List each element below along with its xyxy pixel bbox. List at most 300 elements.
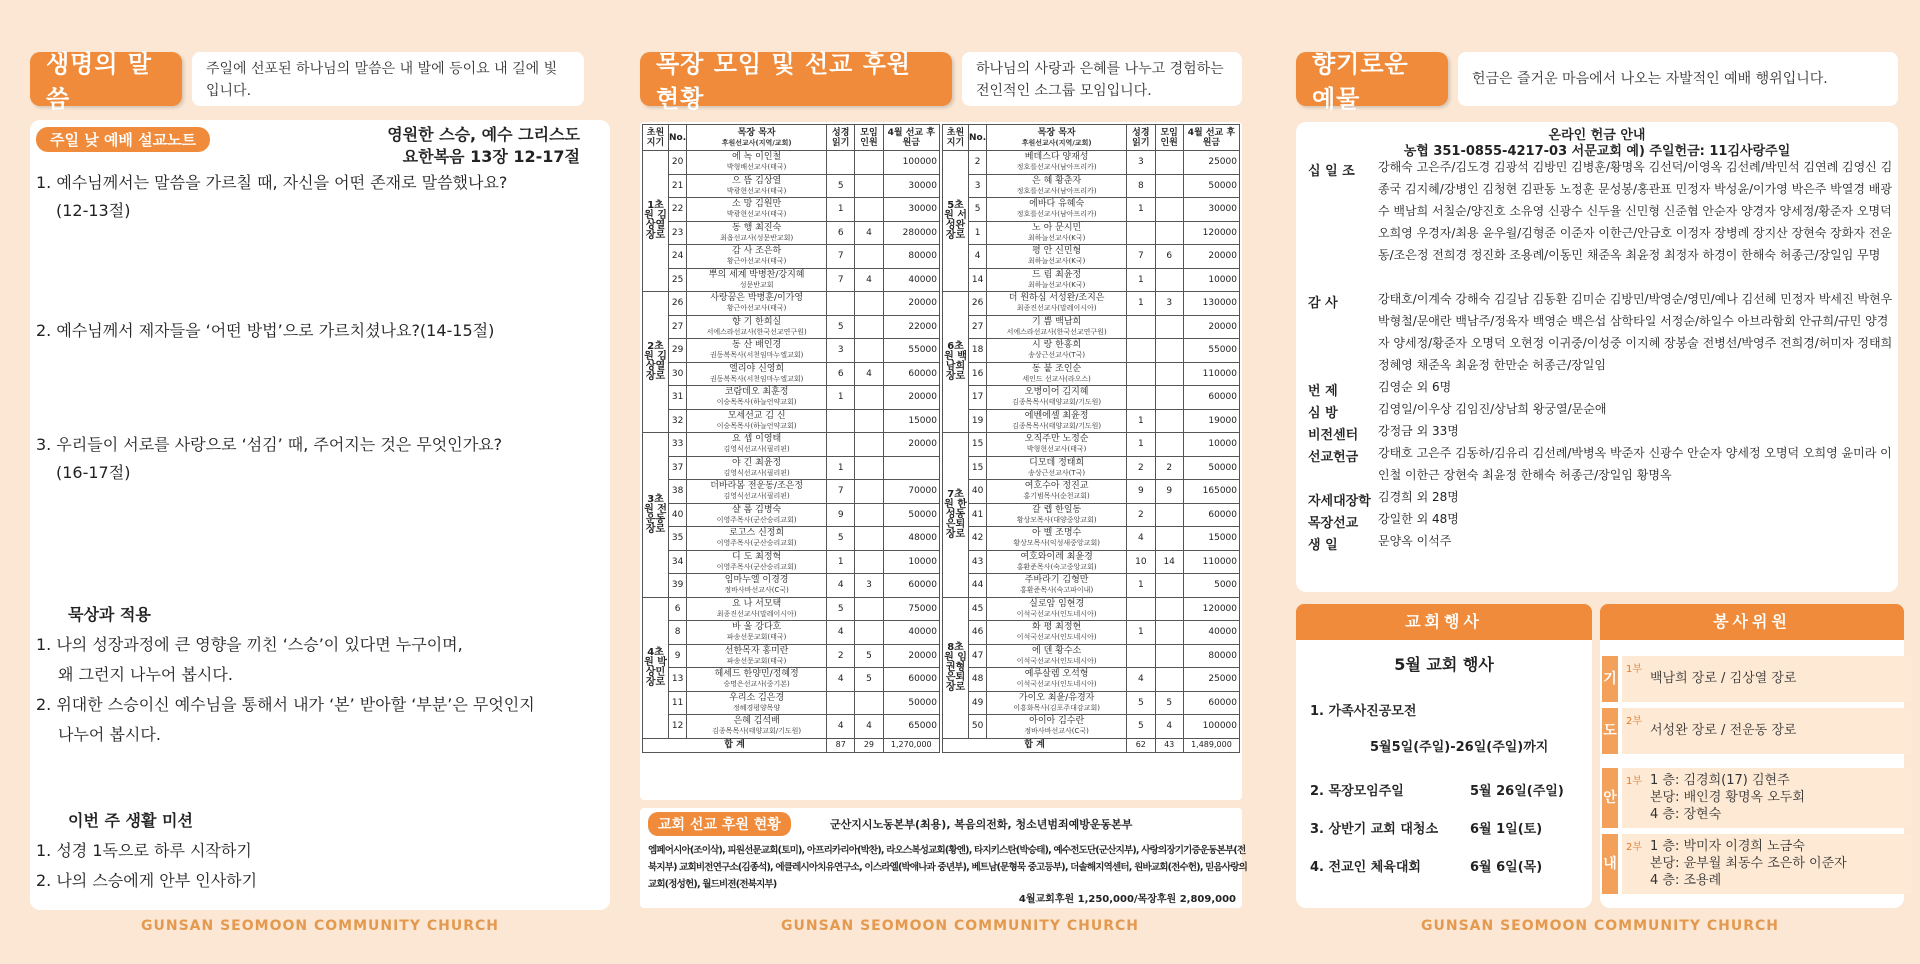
- table-row: [943, 245, 1240, 269]
- row-reading: 4: [1127, 527, 1155, 551]
- row-offering: 110000: [1183, 550, 1239, 574]
- table-row: [943, 527, 1240, 551]
- row-reading: 1: [827, 550, 855, 574]
- row-no: 45: [969, 597, 987, 621]
- row-cell-name: [687, 480, 827, 504]
- row-reading: 4: [827, 668, 855, 692]
- row-offering: 20000: [883, 644, 939, 668]
- table-row: [943, 221, 1240, 245]
- cell-missionary: 이석국선교사(인도네시아): [1016, 680, 1097, 689]
- service-names: 서성완 장로 / 전운동 장로: [1650, 723, 1797, 738]
- row-cell-name: [687, 456, 827, 480]
- row-cell-name: [687, 362, 827, 386]
- row-offering: 30000: [1183, 198, 1239, 222]
- row-offering: 15000: [883, 409, 939, 433]
- row-offering: 25000: [1183, 151, 1239, 175]
- cell-missionary: 박광현선교사(태국): [726, 186, 787, 195]
- cell-leader: 오병이어 김지혜: [1024, 387, 1089, 398]
- service-num: 2부: [1626, 716, 1643, 727]
- cell-missionary: 파송선문교회(태국): [726, 656, 787, 665]
- cell-tab: 목장 모임 및 선교 후원 현황: [640, 52, 952, 106]
- row-no: 26: [669, 292, 687, 316]
- row-offering: 20000: [883, 433, 939, 457]
- row-reading: 5: [1127, 715, 1155, 739]
- table-row: [643, 151, 940, 175]
- offering-label: 심 방: [1308, 406, 1338, 421]
- row-reading: [1127, 597, 1155, 621]
- cell-missionary: 승명은선교사(중기본): [723, 680, 790, 689]
- cell-leader: 베데스다 양재성: [1024, 152, 1089, 163]
- row-reading: 3: [1127, 151, 1155, 175]
- cell-missionary: 황근아선교사(태국): [726, 257, 787, 266]
- cell-leader: 오직주만 노정순: [1024, 434, 1089, 445]
- row-offering: 110000: [1183, 362, 1239, 386]
- head-name-sub: 후원선교사(지역/교회): [721, 138, 792, 147]
- cell-missionary: 최종진선교사(말레이시아): [1016, 304, 1097, 313]
- service-row: [1622, 708, 1912, 754]
- offering-names: 강태호 고은주 김동하/김유리 김선례/박병옥 박준자 신광수 안순자 양세정 오명덕 오희영 윤미라 이인철 이한근 장현숙 최윤정 한해숙 허종근/장일임 황명옥: [1378, 446, 1892, 482]
- cell-leader: 에바다 유혜숙: [1029, 199, 1085, 210]
- cell-missionary: 홍환준목사(숙고파이내): [1020, 586, 1094, 595]
- row-offering: 70000: [883, 480, 939, 504]
- mission-support-tab: 교회 선교 후원 현황: [648, 812, 791, 836]
- table-row: [643, 480, 940, 504]
- cell-leader: 로고스 신정희: [729, 528, 785, 539]
- cell-missionary: 홍환준목사(숙고중앙교회): [1016, 562, 1097, 571]
- row-cell-name: [687, 433, 827, 457]
- row-no: 15: [969, 456, 987, 480]
- table-row: [643, 597, 940, 621]
- row-no: 20: [669, 151, 687, 175]
- cell-missionary: 김영식선교사(필리핀): [723, 445, 790, 454]
- row-offering: 55000: [883, 339, 939, 363]
- group-label: 6초원 백남희장로: [943, 292, 969, 433]
- service-row: [1622, 768, 1912, 828]
- row-reading: 1: [1127, 574, 1155, 598]
- table-row: [643, 574, 940, 598]
- row-cell-name: [687, 527, 827, 551]
- row-no: 46: [969, 621, 987, 645]
- row-reading: 7: [827, 245, 855, 269]
- service-names: 1 층: 박미자 이경희 노금숙 본당: 윤부월 최동수 조은하 이준자 4 층: 조용례: [1650, 839, 1847, 888]
- cell-missionary: 이석국선교사(인도네시아): [1016, 656, 1097, 665]
- row-attend: [1155, 409, 1183, 433]
- row-no: 27: [669, 315, 687, 339]
- cell-missionary: 박형배선교사(태국): [726, 163, 787, 172]
- row-attend: [1155, 198, 1183, 222]
- row-offering: 40000: [883, 621, 939, 645]
- row-reading: 1: [1127, 433, 1155, 457]
- row-cell-name: [987, 409, 1127, 433]
- row-attend: [1155, 151, 1183, 175]
- row-no: 42: [969, 527, 987, 551]
- table-row: [643, 386, 940, 410]
- table-row: [643, 715, 940, 739]
- cell-leader: 기 쁨 백남희: [1032, 316, 1082, 327]
- cell-leader: 에 녹 이인철: [732, 152, 782, 163]
- table-row: [643, 268, 940, 292]
- cell-missionary: 김종목목사(태양교회/기도원): [712, 727, 802, 736]
- cell-missionary: 이영주목사(군산승리교회): [716, 515, 797, 524]
- cell-leader: 갈 렙 한일동: [1032, 504, 1082, 515]
- row-no: 39: [669, 574, 687, 598]
- row-offering: 30000: [883, 174, 939, 198]
- row-reading: 5: [1127, 691, 1155, 715]
- sermon-title: [300, 124, 580, 168]
- row-reading: [827, 691, 855, 715]
- cell-leader: 화 평 최정현: [1032, 622, 1082, 633]
- cell-leader: 아이아 김수란: [1029, 716, 1085, 727]
- event-date: 5월 26일(주일): [1470, 784, 1564, 799]
- total-value: 87: [827, 738, 855, 752]
- cell-missionary: 이흥화목사(김포주대감교회): [1013, 703, 1100, 712]
- cell-leader: 더바라봄 전운동/조은정: [710, 481, 804, 492]
- group-label: 3초원 전운동장로: [643, 433, 669, 598]
- meditation-2b: 나누어 봅시다.: [58, 725, 161, 744]
- row-no: 49: [969, 691, 987, 715]
- question-3: 3. 우리들이 서로를 사랑으로 ‘섬김’ 때, 주어지는 것은 무엇인가요?: [36, 435, 503, 454]
- row-attend: [855, 550, 883, 574]
- row-no: 29: [669, 339, 687, 363]
- row-no: 38: [669, 480, 687, 504]
- head-offering: 4월 선교 후원금: [1183, 125, 1239, 151]
- cell-leader: 감 사 조은하: [732, 246, 782, 257]
- row-reading: 5: [827, 174, 855, 198]
- table-row: [643, 691, 940, 715]
- row-offering: 60000: [1183, 386, 1239, 410]
- service-side: 내: [1602, 834, 1618, 894]
- row-attend: [855, 480, 883, 504]
- offering-label: 번 제: [1308, 384, 1338, 399]
- row-reading: 2: [1127, 456, 1155, 480]
- cell-missionary: 서에스라선교사(한국선교연구원): [1006, 327, 1107, 336]
- row-offering: 25000: [1183, 668, 1239, 692]
- row-no: 14: [969, 268, 987, 292]
- mission-1: 1. 성경 1독으로 하루 시작하기: [36, 841, 252, 860]
- event-name: 2. 목장모임주일: [1310, 784, 1404, 799]
- row-cell-name: [987, 315, 1127, 339]
- row-attend: [1155, 221, 1183, 245]
- cell-missionary: 정호를선교사(남아프리카): [1016, 163, 1097, 172]
- row-attend: [855, 339, 883, 363]
- table-row: [943, 339, 1240, 363]
- cell-missionary: 성문반교회: [739, 280, 774, 289]
- row-offering: 100000: [883, 151, 939, 175]
- event-date: 6월 6일(목): [1470, 860, 1543, 875]
- row-offering: 20000: [1183, 245, 1239, 269]
- mission-title: 이번 주 생활 미션: [68, 811, 193, 830]
- row-cell-name: [987, 221, 1127, 245]
- cell-leader: 소 망 김원만: [732, 199, 782, 210]
- row-cell-name: [687, 668, 827, 692]
- row-attend: 5: [1155, 691, 1183, 715]
- row-no: 44: [969, 574, 987, 598]
- head-name-main: 목장 목자: [1037, 127, 1076, 138]
- event-name: 4. 전교인 체육대회: [1310, 860, 1421, 875]
- cell-missionary: 이석국선교사(인도네시아): [1016, 633, 1097, 642]
- cell-missionary: 이영주목사(군산승리교회): [716, 539, 797, 548]
- group-label: 1초원 김상열장로: [643, 151, 669, 292]
- row-reading: 4: [827, 715, 855, 739]
- cell-leader: 바 울 강다호: [732, 622, 782, 633]
- row-cell-name: [987, 386, 1127, 410]
- question-2: 2. 예수님께서 제자들을 ‘어떤 방법’으로 가르치셨나요?(14-15절): [36, 321, 495, 340]
- table-row: [643, 527, 940, 551]
- row-cell-name: [987, 527, 1127, 551]
- row-offering: 19000: [1183, 409, 1239, 433]
- row-attend: [855, 245, 883, 269]
- row-no: 47: [969, 644, 987, 668]
- row-cell-name: [987, 268, 1127, 292]
- row-attend: [855, 198, 883, 222]
- cell-missionary: 홍기범목사(순천교회): [1023, 492, 1090, 501]
- cell-leader: 더 원하심 서성완/조지은: [1008, 293, 1105, 304]
- table-row: [643, 550, 940, 574]
- cell-leader: 시 랑 한홍희: [1032, 340, 1082, 351]
- cell-leader: 여호수아 정진교: [1024, 481, 1089, 492]
- row-offering: 75000: [883, 597, 939, 621]
- cell-missionary: 최종진선교사(말레이시아): [716, 609, 797, 618]
- sermon-note-tab: 주일 낮 예배 설교노트: [36, 127, 210, 152]
- head-name: [987, 125, 1127, 151]
- head-no: No.: [969, 125, 987, 151]
- table-row: [643, 621, 940, 645]
- row-cell-name: [987, 245, 1127, 269]
- cell-intro: 하나님의 사랑과 은혜를 나누고 경험하는 전인적인 소그룹 모임입니다.: [962, 52, 1242, 106]
- service-num: 1부: [1626, 776, 1643, 787]
- row-attend: [1155, 362, 1183, 386]
- table-row: [943, 315, 1240, 339]
- cell-leader: 선한목자 홍미란: [724, 645, 789, 656]
- cell-missionary: 권동복목사(서천임마누엘교회): [709, 351, 804, 360]
- cell-leader: 동 붙 조인순: [1032, 363, 1082, 374]
- table-row: [643, 409, 940, 433]
- total-label: 합 계: [643, 738, 827, 752]
- row-attend: 6: [1155, 245, 1183, 269]
- row-attend: 4: [855, 268, 883, 292]
- row-offering: 130000: [1183, 292, 1239, 316]
- row-cell-name: [987, 644, 1127, 668]
- row-cell-name: [987, 480, 1127, 504]
- total-value: 29: [855, 738, 883, 752]
- row-offering: 60000: [883, 362, 939, 386]
- total-value: 1,489,000: [1183, 738, 1239, 752]
- cell-leader: 뿌의 세계 박병찬/강지혜: [708, 269, 805, 280]
- cell-table-right: [942, 124, 1240, 753]
- row-attend: 14: [1155, 550, 1183, 574]
- table-row: [943, 456, 1240, 480]
- row-no: 16: [969, 362, 987, 386]
- row-attend: 4: [855, 715, 883, 739]
- cell-missionary: 최옵선교사(성문반교회): [720, 233, 794, 242]
- table-row: [643, 668, 940, 692]
- row-reading: 5: [827, 315, 855, 339]
- cell-missionary: 세인드 선교사(라오스): [1022, 374, 1091, 383]
- total-row: [943, 738, 1240, 752]
- cell-leader: 코람데오 최훈정: [724, 387, 789, 398]
- row-offering: 40000: [883, 268, 939, 292]
- row-no: 35: [669, 527, 687, 551]
- row-reading: 4: [827, 574, 855, 598]
- footer-3: GUNSAN SEOMOON COMMUNITY CHURCH: [1421, 918, 1779, 934]
- row-offering: 10000: [1183, 433, 1239, 457]
- cell-leader: 요 나 서모택: [732, 598, 782, 609]
- head-attend: 모임 인원: [855, 125, 883, 151]
- row-reading: 5: [827, 597, 855, 621]
- row-cell-name: [687, 715, 827, 739]
- row-cell-name: [987, 433, 1127, 457]
- row-no: 48: [969, 668, 987, 692]
- row-offering: 20000: [1183, 315, 1239, 339]
- row-attend: 2: [1155, 456, 1183, 480]
- row-attend: 9: [1155, 480, 1183, 504]
- table-row: [643, 292, 940, 316]
- cell-missionary: 김영식선교사(필리핀): [723, 468, 790, 477]
- sermon-title-main: 영원한 스승, 예수 그리스도: [387, 125, 580, 144]
- question-1-ref: (12-13절): [56, 201, 131, 220]
- row-reading: [827, 292, 855, 316]
- cell-missionary: 김종목목사(태양교회/기도원): [1012, 421, 1102, 430]
- total-value: 62: [1127, 738, 1155, 752]
- row-cell-name: [987, 292, 1127, 316]
- row-no: 22: [669, 198, 687, 222]
- row-no: 11: [669, 691, 687, 715]
- table-row: [643, 315, 940, 339]
- row-reading: 5: [827, 527, 855, 551]
- row-cell-name: [687, 644, 827, 668]
- service-side: 기: [1602, 656, 1618, 702]
- cell-leader: 헤세드 한양민/정혜정: [714, 669, 799, 680]
- table-row: [643, 644, 940, 668]
- service-tab: 봉사위원: [1600, 604, 1904, 640]
- table-row: [943, 268, 1240, 292]
- row-reading: 7: [827, 268, 855, 292]
- cell-missionary: 정혜경평양목양: [732, 703, 781, 712]
- cell-leader: 드 림 최윤정: [1032, 269, 1082, 280]
- row-no: 18: [969, 339, 987, 363]
- row-reading: 7: [827, 480, 855, 504]
- head-group: 초원 지기: [943, 125, 969, 151]
- row-reading: [1127, 644, 1155, 668]
- row-offering: 120000: [1183, 597, 1239, 621]
- row-cell-name: [687, 597, 827, 621]
- table-row: [643, 456, 940, 480]
- row-offering: 5000: [1183, 574, 1239, 598]
- row-offering: 10000: [1183, 268, 1239, 292]
- total-value: 1,270,000: [883, 738, 939, 752]
- row-reading: 1: [1127, 268, 1155, 292]
- cell-leader: 노 아 문시민: [1032, 222, 1082, 233]
- event-date: 5월5일(주일)-26일(주일)까지: [1370, 740, 1549, 755]
- head-reading: 성경 읽기: [1127, 125, 1155, 151]
- row-offering: 10000: [883, 550, 939, 574]
- sermon-card: [30, 120, 610, 910]
- row-attend: 4: [855, 362, 883, 386]
- row-attend: [1155, 339, 1183, 363]
- row-offering: [883, 456, 939, 480]
- row-no: 9: [669, 644, 687, 668]
- head-group: 초원 지기: [643, 125, 669, 151]
- cell-missionary: 정호를선교사(남아프리카): [1016, 186, 1097, 195]
- table-row: [943, 715, 1240, 739]
- row-no: 24: [669, 245, 687, 269]
- head-attend: 모임 인원: [1155, 125, 1183, 151]
- row-reading: 1: [827, 456, 855, 480]
- event-name: 1. 가족사진공모전: [1310, 704, 1417, 719]
- row-reading: [1127, 386, 1155, 410]
- table-head-row: [943, 125, 1240, 151]
- row-no: 12: [669, 715, 687, 739]
- cell-leader: 우리소 김은경: [729, 692, 785, 703]
- table-row: [943, 691, 1240, 715]
- row-offering: 20000: [883, 292, 939, 316]
- group-label: 5초원 서성완장로: [943, 151, 969, 292]
- row-offering: 55000: [1183, 339, 1239, 363]
- row-cell-name: [687, 550, 827, 574]
- table-row: [643, 339, 940, 363]
- word-tab: 생명의 말씀: [30, 52, 182, 106]
- cell-leader: 임마누엘 이경경: [724, 575, 789, 586]
- row-no: 32: [669, 409, 687, 433]
- row-no: 5: [969, 198, 987, 222]
- total-value: 43: [1155, 738, 1183, 752]
- row-no: 40: [669, 503, 687, 527]
- row-no: 3: [969, 174, 987, 198]
- cell-leader: 엘리야 신영희: [729, 363, 785, 374]
- service-row: [1622, 656, 1912, 702]
- meditation-title: 묵상과 적용: [68, 605, 151, 624]
- cell-leader: 여호와이레 최윤경: [1020, 551, 1093, 562]
- row-attend: 4: [855, 221, 883, 245]
- row-no: 26: [969, 292, 987, 316]
- row-offering: 120000: [1183, 221, 1239, 245]
- row-cell-name: [687, 268, 827, 292]
- row-attend: 5: [855, 644, 883, 668]
- total-row: [643, 738, 940, 752]
- table-row: [943, 292, 1240, 316]
- cell-leader: 향 기 한희실: [732, 316, 782, 327]
- row-no: 40: [969, 480, 987, 504]
- cell-leader: 동 행 최진숙: [732, 222, 782, 233]
- row-offering: 30000: [883, 198, 939, 222]
- offering-label: 선교헌금: [1308, 450, 1359, 465]
- row-cell-name: [687, 691, 827, 715]
- row-attend: [1155, 433, 1183, 457]
- row-cell-name: [687, 292, 827, 316]
- row-reading: 9: [1127, 480, 1155, 504]
- row-cell-name: [687, 409, 827, 433]
- event-date: 6월 1일(토): [1470, 822, 1543, 837]
- row-offering: 50000: [1183, 174, 1239, 198]
- row-reading: 1: [1127, 292, 1155, 316]
- service-num: 2부: [1626, 842, 1643, 853]
- row-reading: 7: [1127, 245, 1155, 269]
- cell-missionary: 정바사바선교사(C국): [1024, 727, 1089, 736]
- row-cell-name: [987, 151, 1127, 175]
- row-reading: 2: [1127, 503, 1155, 527]
- row-attend: [855, 621, 883, 645]
- table-row: [943, 621, 1240, 645]
- service-names: 백남희 장로 / 김상열 장로: [1650, 671, 1797, 686]
- row-reading: 1: [827, 386, 855, 410]
- row-cell-name: [987, 198, 1127, 222]
- row-cell-name: [987, 621, 1127, 645]
- cell-leader: 사랑꿈은 박병훈/이가영: [710, 293, 804, 304]
- row-reading: 2: [827, 644, 855, 668]
- row-reading: 4: [827, 621, 855, 645]
- cell-leader: 아 벨 조명수: [1032, 528, 1082, 539]
- service-num: 1부: [1626, 664, 1643, 675]
